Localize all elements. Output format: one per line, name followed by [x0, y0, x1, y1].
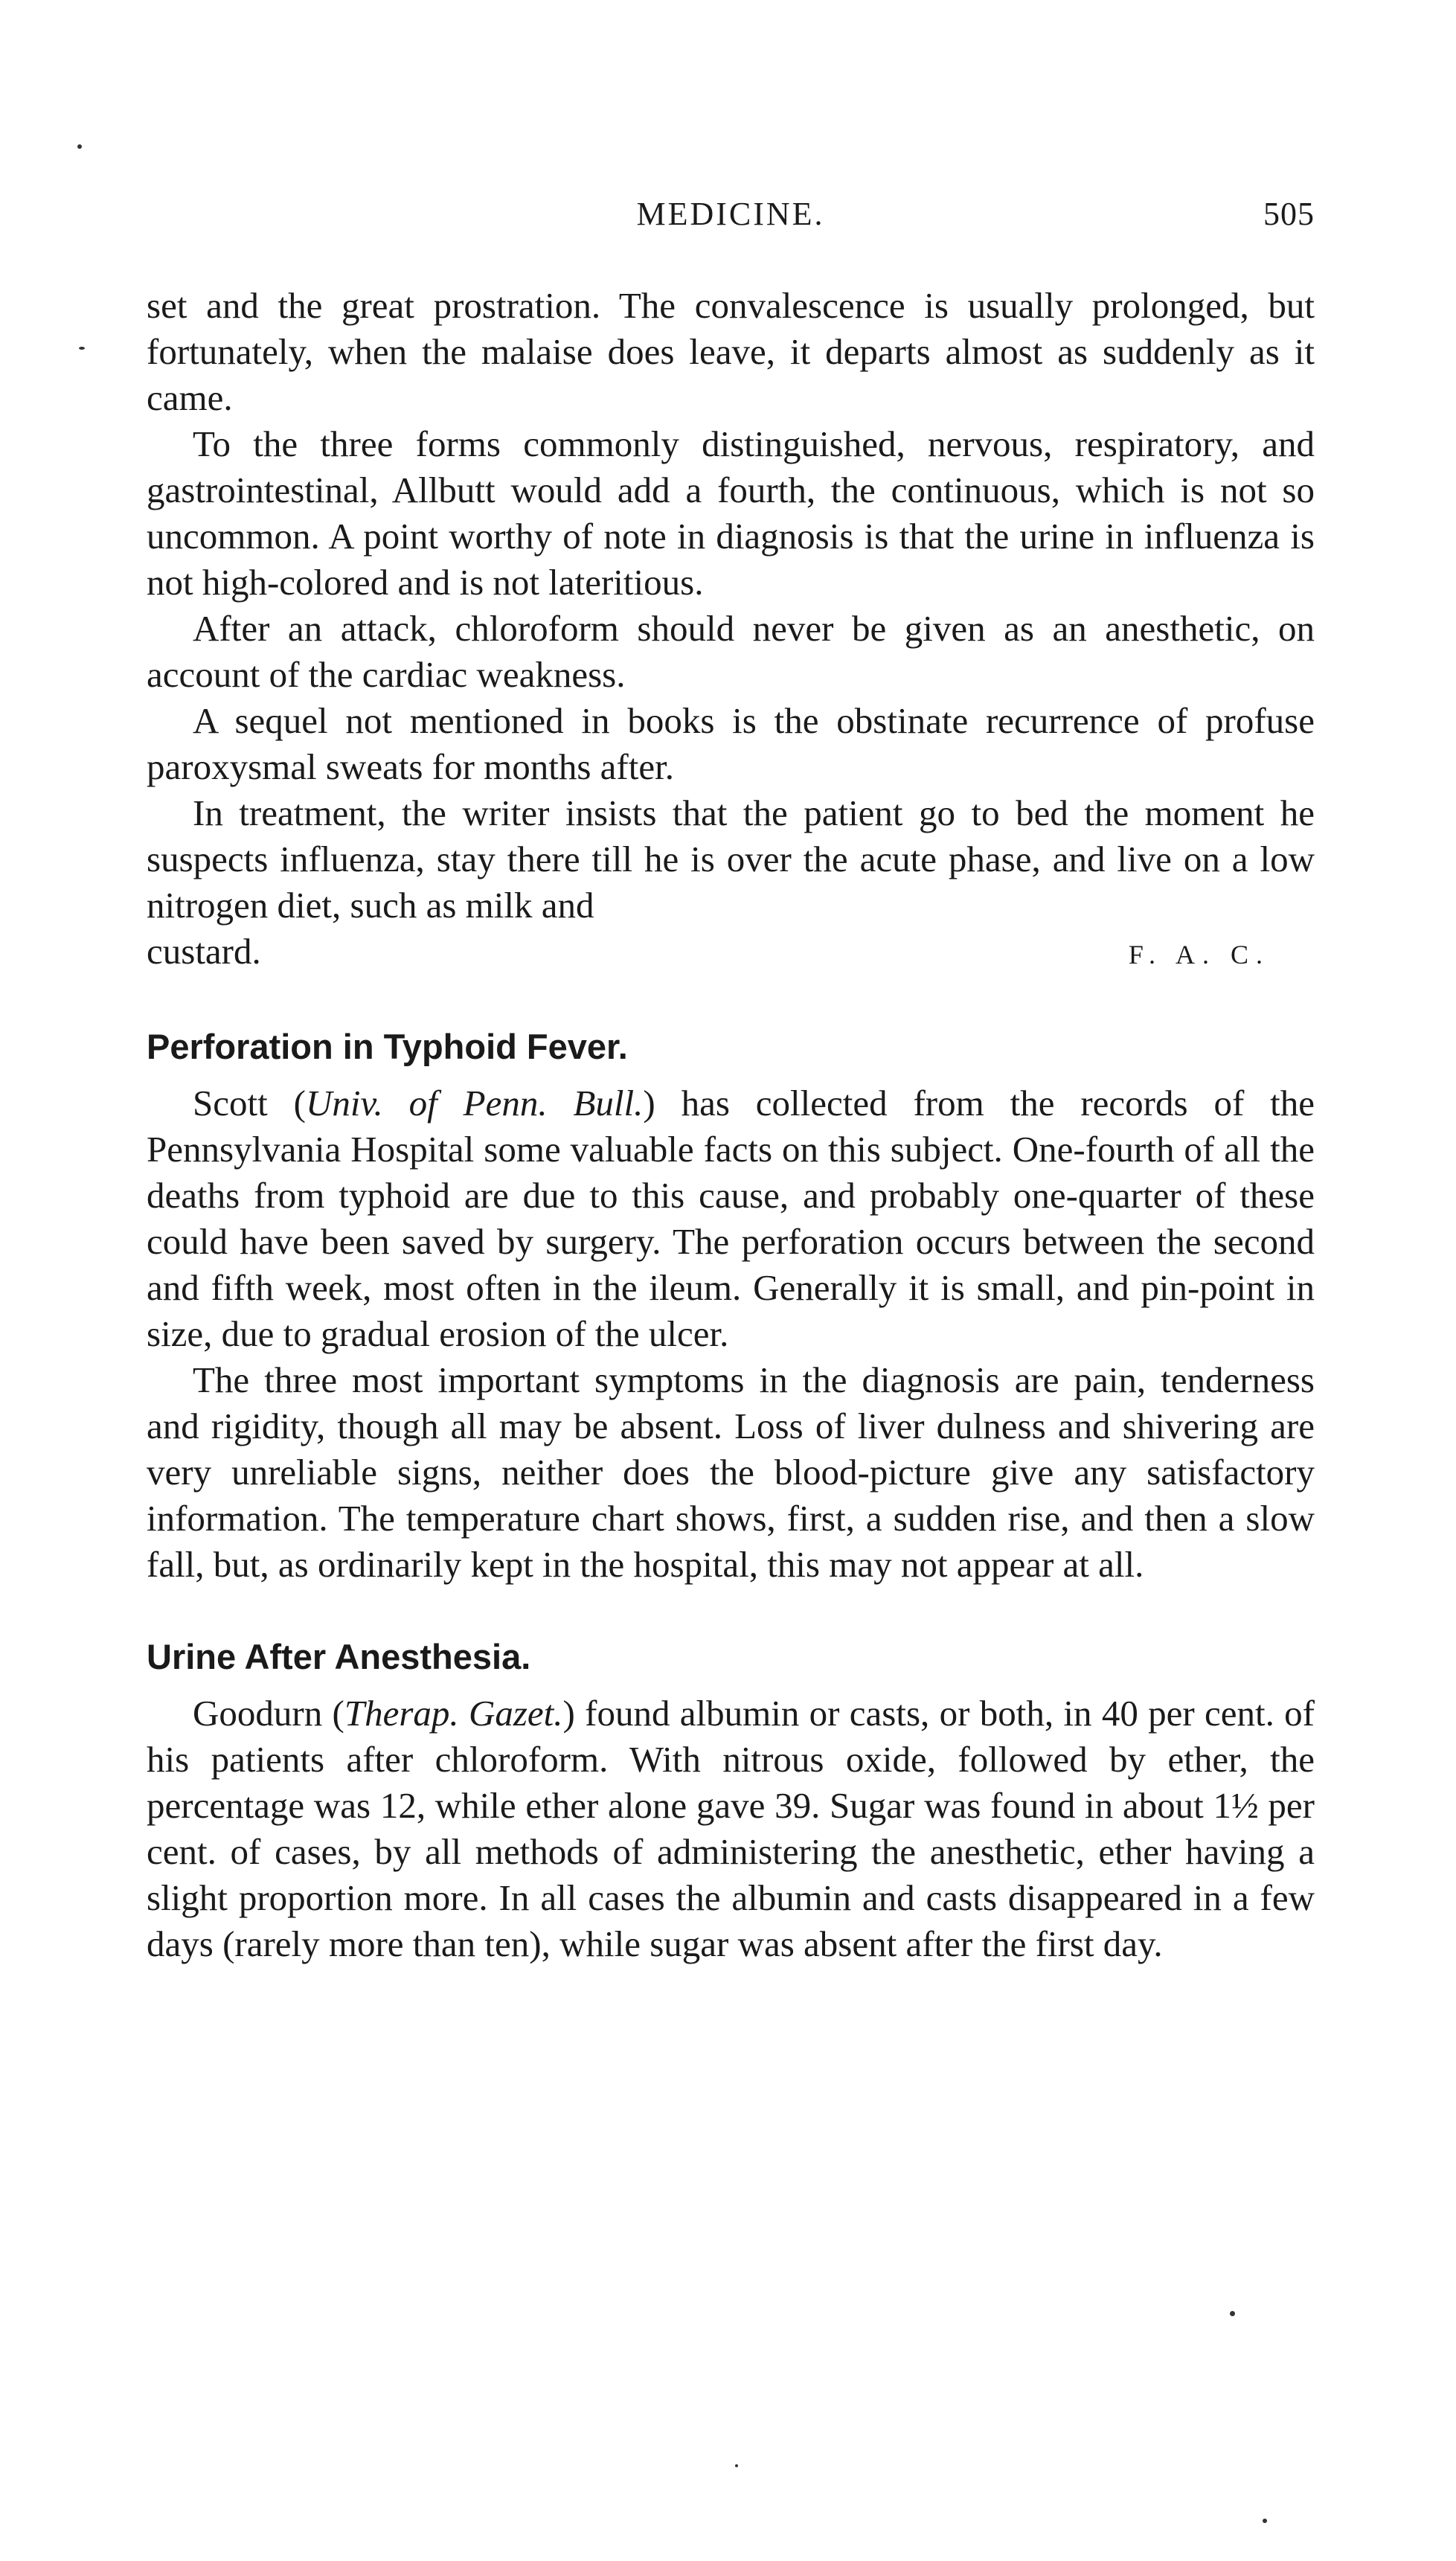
last-line-text: custard. [147, 931, 261, 972]
paragraph: The three most important symptoms in the diagnosis are pain, tenderness and rigidity, though all may be absent. Loss of liver dulness and shivering are very unreliable signs, neither does the blood-picture give any satisfactory information. The temperature chart shows, first, a sudden rise, and then a slow fall, but, as ordinarily kept in the hospital, this may not appear at all. [147, 1359, 1315, 1585]
author-initials: F. A. C. [1128, 940, 1270, 969]
paragraph-last-line [147, 929, 1315, 978]
author-name: Goodurn ( [193, 1693, 344, 1734]
paragraph-text: ) found albumin or casts, or both, in 40 per cent. of his patients after chloroform. With nitrous oxide, followed by ether, the percentage was 12, while ether alone gave 39. Sugar was found in about 1½ per cent. of cases, by all methods of administering the anesthetic, ether having a slight proportion more. In all cases the albumin and casts disappeared in a few days (rarely more than ten), while sugar was absent after the first day. [147, 1693, 1315, 1964]
page-number: 505 [1263, 196, 1315, 232]
body-text [147, 283, 1315, 1967]
paragraph: A sequel not mentioned in books is the obstinate recurrence of profuse paroxysmal sweats for months after. [147, 700, 1315, 787]
source-title: Univ. of Penn. Bull. [305, 1083, 644, 1124]
section-heading: Perforation in Typhoid Fever. [147, 1027, 628, 1066]
running-head-title: MEDICINE. [636, 196, 825, 232]
paragraph [147, 1690, 1315, 1967]
author-name: Scott ( [193, 1083, 306, 1124]
paragraph: After an attack, chloroform should never be given as an anesthetic, on account of the cardiac weakness. [147, 608, 1315, 695]
section-heading: Urine After Anesthesia. [147, 1637, 531, 1676]
book-page [147, 0, 1315, 2561]
source-title: Therap. Gazet. [344, 1693, 563, 1734]
paragraph [147, 1080, 1315, 1357]
paragraph: To the three forms commonly distinguished, nervous, respiratory, and gastrointestinal, Allbutt would add a fourth, the continuous, which is not so uncommon. A point worthy of note in diagnosis is that the urine in influenza is not high-colored and is not lateritious. [147, 423, 1315, 603]
paragraph: In treatment, the writer insists that the patient go to bed the moment he suspects influenza, stay there till he is over the acute phase, and live on a low nitrogen diet, such as milk and [147, 792, 1315, 926]
running-head [147, 195, 1315, 240]
paragraph-text: ) has collected from the records of the Pennsylvania Hospital some valuable facts on this subject. One-fourth of all the deaths from typhoid are due to this cause, and probably one-quarter of these could have been saved by surgery. The perforation occurs between the second and fifth week, most often in the ileum. Generally it is small, and pin-point in size, due to gradual erosion of the ulcer. [147, 1083, 1315, 1354]
paragraph: set and the great prostration. The convalescence is usually prolonged, but fortunately, when the malaise does leave, it departs almost as suddenly as it came. [147, 285, 1315, 418]
